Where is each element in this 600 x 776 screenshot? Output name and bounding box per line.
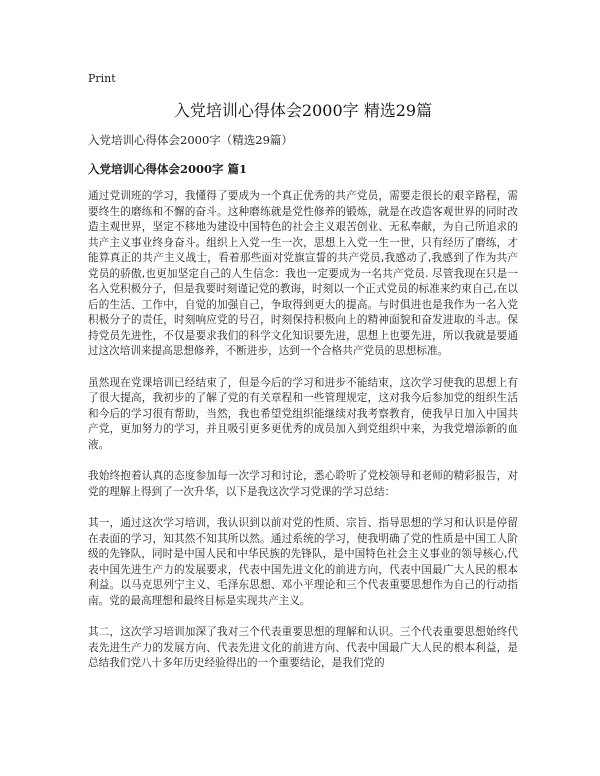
paragraph-5: 其二，这次学习培训加深了我对三个代表重要思想的理解和认识。三个代表重要思想始终代表先进生产力的发展方向、代表先进文化的前进方向、代表中国最广大人民的根本利益，是总结我们党八十多年历史经验得出的一个重要结论，是我们党的 [88, 626, 518, 669]
document-page [88, 0, 518, 776]
article-body [88, 189, 518, 688]
print-link[interactable]: Print [88, 72, 116, 85]
paragraph-1: 通过党训班的学习，我懂得了要成为一个真正优秀的共产党员，需要走很长的艰辛路程，需要终生的磨练和不懈的奋斗。这种磨练就是党性修养的锻炼，就是在改造客观世界的同时改造主观世界，坚定不移地为建设中国特色的社会主义艰苦创业、无私奉献，为自己所追求的共产主义事业终身奋斗。组织上入党一生一次，思想上入党一生一世，只有经历了磨练，才能算真正的共产主义战士，看着那些面对党旗宣誓的共产党员,我感动了,我感到了作为共产党员的骄傲,也更加坚定自己的人生信念：我也一定要成为一名共产党员. 尽管我现在只是一名入党积极分子，但是我要时刻谨记党的教诲，时刻以一个正式党员的标准来约束自己,在以后的生活、工作中，自觉的加强自己，争取得到更大的提高。与时俱进也是我作为一名入党积极分子的责任，时刻响应党的号召，时刻保持积极向上的精神面貌和奋发进取的斗志。保持党员先进性，不仅是要求我们的科学文化知识要先进，思想上也要先进，所以我就是要通过这次培训来提高思想修养，不断进步，达到一个合格共产党员的思想标准。 [88, 190, 518, 357]
paragraph-2: 虽然现在党课培训已经结束了，但是今后的学习和进步不能结束，这次学习使我的思想上有了很大提高，我初步的了解了党的有关章程和一些管理规定，这对我今后参加党的组织生活和今后的学习很有帮助，当然，我也希望党组织能继续对我考察教育，使我早日加入中国共产党，更加努力的学习，并且吸引更多更优秀的成员加入到党组织中来，为我党增添新的血液。 [88, 376, 518, 451]
section-heading: 入党培训心得体会2000字 篇1 [88, 162, 248, 176]
document-subtitle: 入党培训心得体会2000字（精选29篇） [88, 133, 293, 147]
page-title: 入党培训心得体会2000字 精选29篇 [173, 101, 433, 120]
paragraph-4: 其一，通过这次学习培训，我认识到以前对党的性质、宗旨、指导思想的学习和认识是停留在表面的学习，知其然不知其所以然。通过系统的学习，使我明确了党的性质是中国工人阶级的先锋队，同时是中国人民和中华民族的先锋队，是中国特色社会主义事业的领导核心,代表中国先进生产力的发展要求，代表中国先进文化的前进方向，代表中国最广大人民的根本利益。以马克思列宁主义、毛泽东思想、邓小平理论和三个代表重要思想作为自己的行动指南。党的最高理想和最终目标是实现共产主义。 [88, 517, 518, 607]
paragraph-3: 我始终抱着认真的态度参加每一次学习和讨论，悉心聆听了党校领导和老师的精彩报告，对党的理解上得到了一次升华，以下是我这次学习党课的学习总结： [88, 470, 518, 498]
